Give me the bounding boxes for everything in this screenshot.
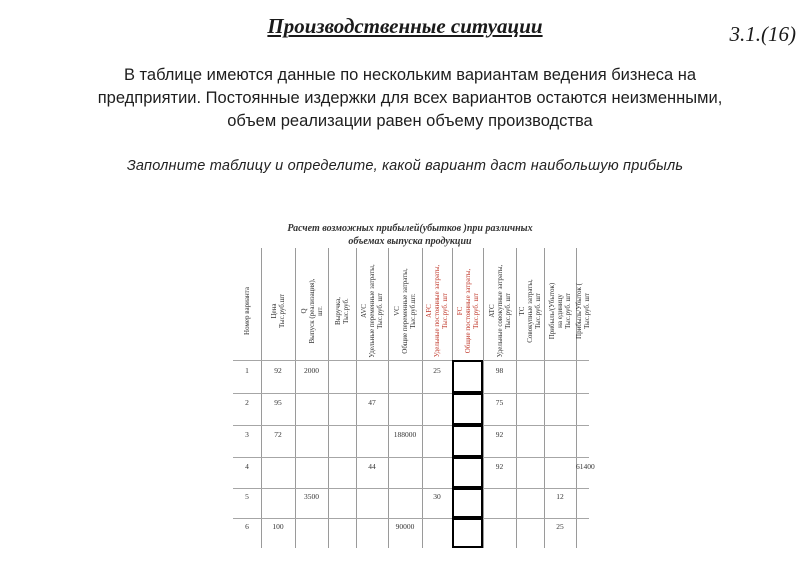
- fc-input-cell[interactable]: [452, 425, 483, 457]
- table-cell: 72: [274, 430, 282, 439]
- table-cell: 2000: [304, 366, 319, 375]
- table-column-header-label: Номер варианта: [243, 287, 251, 335]
- table-cell: 98: [495, 366, 504, 375]
- table-caption: [240, 222, 580, 248]
- table-column-header-label: Прибыль/Убыток ( Тыс.руб. шт: [574, 283, 591, 339]
- table-cell: 3500: [304, 492, 319, 501]
- table-row-divider: [233, 518, 589, 519]
- table-cell: 188000: [393, 430, 417, 439]
- table-column-header: [295, 256, 328, 366]
- fc-input-cell[interactable]: [452, 488, 483, 518]
- table-cell: 92: [495, 462, 504, 471]
- table-column-header-label: FC Общие постоянные затраты, Тыс.руб. шт: [455, 268, 480, 354]
- table-column-header-label: AVC Удельные переменные затраты, Тыс.руб. шт: [360, 264, 384, 358]
- table-column-header-label: VC Общие переменные затраты, Тыс.руб.шт.: [393, 268, 417, 354]
- table-column-header-label: Выручка, Тыс.руб.: [334, 297, 350, 325]
- table-column-header: [328, 256, 356, 366]
- situation-code: 3.1.(16): [729, 22, 796, 46]
- table-column-header: [233, 256, 261, 366]
- table-cell: 4: [245, 462, 249, 471]
- table-cell: 2: [245, 398, 249, 407]
- table-cell: 44: [368, 462, 376, 471]
- table-cell: 92: [495, 430, 504, 439]
- table-column-header-label: Прибыль/(Убыток) на единицу Тыс.руб. шт: [548, 282, 572, 340]
- table-cell: 95: [274, 398, 282, 407]
- table-row-divider: [233, 457, 589, 458]
- table-cell: 1: [245, 366, 249, 375]
- table-cell: 25: [556, 522, 564, 531]
- table-column-header: [422, 256, 452, 366]
- table-cell: 61400: [576, 462, 595, 471]
- table-row-divider: [233, 425, 589, 426]
- table-cell: 100: [272, 522, 284, 531]
- task-instruction: Заполните таблицу и определите, какой вариант даст наибольшую прибыль: [126, 158, 684, 174]
- table-caption-line: Расчет возможных прибылей(убытков )при различных: [287, 223, 533, 234]
- intro-line: объем реализации равен объему производства: [227, 112, 593, 130]
- table-column-header: [261, 256, 295, 366]
- table-column-header: [356, 256, 388, 366]
- table-column-header: [452, 256, 483, 366]
- table-column-header-label: ATC Удельные совокупные затраты, Тыс.руб. шт: [487, 264, 512, 358]
- table-row-divider: [233, 393, 589, 394]
- table-cell: 92: [274, 366, 282, 375]
- table-cell: 30: [433, 492, 441, 501]
- fc-input-cell[interactable]: [452, 393, 483, 425]
- fc-input-cell[interactable]: [452, 360, 483, 393]
- fc-input-cell[interactable]: [452, 518, 483, 548]
- intro-text: [70, 64, 750, 133]
- profit-table: [233, 248, 595, 548]
- table-column-header: [516, 256, 544, 366]
- fc-input-cell[interactable]: [452, 457, 483, 488]
- table-column-header-label: AFC Удельные постоянные затраты, Тыс.руб. шт: [425, 264, 449, 358]
- intro-line: В таблице имеются данные по нескольким вариантам ведения бизнеса на: [123, 66, 697, 84]
- table-cell: 25: [433, 366, 441, 375]
- table-column-header: [576, 256, 589, 366]
- page-title: Производственные ситуации: [267, 14, 543, 38]
- table-cell: 3: [245, 430, 249, 439]
- table-column-header-label: Q Выпуск (реализация), шт.: [299, 278, 324, 344]
- table-cell: 47: [368, 398, 376, 407]
- table-cell: 6: [245, 522, 249, 531]
- table-cell: 90000: [395, 522, 415, 531]
- table-column-header-label: Цена Тыс.руб.шт: [270, 293, 286, 329]
- table-cell: 5: [245, 492, 249, 501]
- table-column-header: [483, 256, 516, 366]
- table-cell: 75: [495, 398, 504, 407]
- table-column-header: [544, 256, 576, 366]
- table-caption-line: объемах выпуска продукции: [348, 236, 472, 247]
- table-column-header: [388, 256, 422, 366]
- intro-line: предприятии. Постоянные издержки для всех вариантов остаются неизменными,: [97, 89, 723, 107]
- table-row-divider: [233, 488, 589, 489]
- table-cell: 12: [556, 492, 564, 501]
- table-column-header-label: TC Совокупные затраты, Тыс.руб. шт: [518, 279, 542, 343]
